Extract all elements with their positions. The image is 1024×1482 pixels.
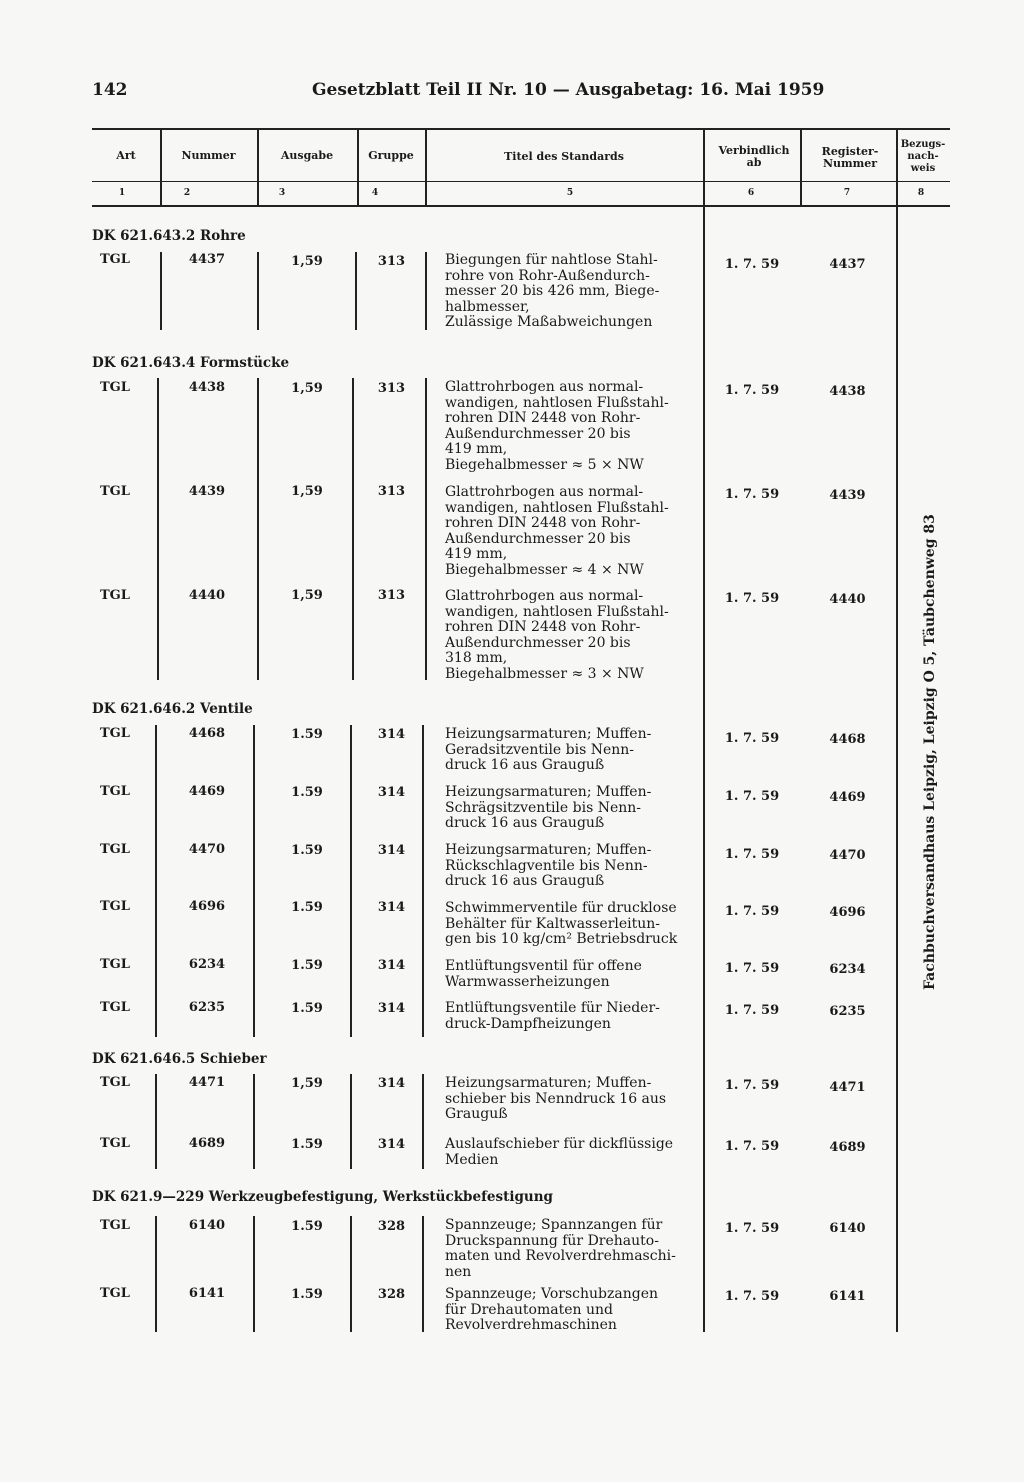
cell-nummer: 6234 <box>188 957 226 972</box>
running-title: Gesetzblatt Teil II Nr. 10 — Ausgabetag: 16. Mai 1959 <box>312 80 825 100</box>
bezugsnachweis-note: Fachbuchversandhaus Leipzig, Leipzig O 5, Täubchenweg 83 <box>922 514 938 990</box>
col-num: 6 <box>747 188 755 198</box>
cell-register: 4696 <box>829 905 866 920</box>
cell-art: TGL <box>100 588 130 603</box>
col-head-nummer: Nummer <box>181 149 236 162</box>
section-heading: DK 621.643.4 Formstücke <box>92 355 290 371</box>
cell-gruppe: 314 <box>377 785 406 800</box>
row-sep <box>253 1216 255 1332</box>
col-head-bezugsnachweis: Bezugs- nach- weis <box>900 139 946 174</box>
cell-register: 4470 <box>829 848 866 863</box>
cell-ausgabe: 1,59 <box>291 254 323 269</box>
cell-verbindlich: 1. 7. 59 <box>724 383 780 398</box>
cell-art: TGL <box>100 1136 130 1151</box>
cell-verbindlich: 1. 7. 59 <box>724 1221 780 1236</box>
cell-ausgabe: 1,59 <box>291 484 323 499</box>
cell-verbindlich: 1. 7. 59 <box>724 257 780 272</box>
cell-verbindlich: 1. 7. 59 <box>724 789 780 804</box>
cell-art: TGL <box>100 842 130 857</box>
cell-titel: Heizungsarmaturen; Muffen- Geradsitzventile bis Nenn- druck 16 aus Grauguß <box>445 726 652 773</box>
cell-verbindlich: 1. 7. 59 <box>724 1003 780 1018</box>
row-sep <box>422 725 424 1037</box>
cell-titel: Spannzeuge; Spannzangen für Druckspannung für Drehauto- maten und Revolverdrehmaschi- nen <box>445 1217 676 1280</box>
cell-gruppe: 313 <box>377 588 406 603</box>
cell-verbindlich: 1. 7. 59 <box>724 487 780 502</box>
col-sep <box>703 129 705 206</box>
table-top-rule <box>92 128 950 130</box>
cell-register: 4437 <box>829 257 866 272</box>
header-bottom-rule <box>92 205 950 207</box>
cell-register: 6234 <box>829 962 866 977</box>
row-sep <box>157 378 159 680</box>
cell-art: TGL <box>100 380 130 395</box>
row-sep <box>257 252 259 330</box>
cell-titel: Entlüftungsventil für offene Warmwasserheizungen <box>445 958 642 990</box>
cell-titel: Heizungsarmaturen; Muffen- Schrägsitzventile bis Nenn- druck 16 aus Grauguß <box>445 784 652 831</box>
col-num: 8 <box>917 188 925 198</box>
cell-gruppe: 314 <box>377 1001 406 1016</box>
cell-ausgabe: 1,59 <box>291 381 323 396</box>
cell-titel: Auslaufschieber für dickflüssige Medien <box>445 1136 674 1168</box>
section-heading: DK 621.646.5 Schieber <box>92 1051 267 1067</box>
cell-register: 4689 <box>829 1140 866 1155</box>
cell-ausgabe: 1.59 <box>291 1219 323 1234</box>
col-sep <box>357 129 359 206</box>
cell-ausgabe: 1,59 <box>291 1076 323 1091</box>
cell-register: 4439 <box>829 488 866 503</box>
cell-verbindlich: 1. 7. 59 <box>724 1078 780 1093</box>
cell-ausgabe: 1.59 <box>291 785 323 800</box>
cell-verbindlich: 1. 7. 59 <box>724 591 780 606</box>
cell-register: 6235 <box>829 1004 866 1019</box>
cell-nummer: 4437 <box>188 252 226 267</box>
cell-register: 4438 <box>829 384 866 399</box>
col-num: 3 <box>278 188 286 198</box>
row-sep <box>155 725 157 1037</box>
cell-ausgabe: 1.59 <box>291 958 323 973</box>
cell-nummer: 4438 <box>188 380 226 395</box>
cell-gruppe: 314 <box>377 1076 406 1091</box>
col-sep <box>425 129 427 206</box>
col-head-register: Register- Nummer <box>821 145 879 170</box>
cell-verbindlich: 1. 7. 59 <box>724 961 780 976</box>
cell-register: 6140 <box>829 1221 866 1236</box>
col-num: 5 <box>566 188 574 198</box>
cell-ausgabe: 1.59 <box>291 1001 323 1016</box>
cell-gruppe: 314 <box>377 1137 406 1152</box>
cell-ausgabe: 1.59 <box>291 900 323 915</box>
cell-verbindlich: 1. 7. 59 <box>724 731 780 746</box>
col-head-titel: Titel des Standards <box>504 150 624 163</box>
cell-register: 6141 <box>829 1289 866 1304</box>
col-sep-body <box>703 207 705 1332</box>
row-sep <box>155 1216 157 1332</box>
cell-art: TGL <box>100 899 130 914</box>
header-divider <box>92 181 950 182</box>
col-sep-body <box>896 207 898 1332</box>
cell-titel: Glattrohrbogen aus normal- wandigen, nahtlosen Flußstahl- rohren DIN 2448 von Rohr- Außendurchmesser 20 bis 419 mm, Biegehalbmesser ≈ 5 × NW <box>445 379 669 473</box>
row-sep <box>253 725 255 1037</box>
cell-verbindlich: 1. 7. 59 <box>724 904 780 919</box>
cell-titel: Biegungen für nahtlose Stahl- rohre von Rohr-Außendurch- messer 20 bis 426 mm, Biege- halbmesser, Zulässige Maßabweichungen <box>445 252 660 330</box>
cell-gruppe: 328 <box>377 1219 406 1234</box>
cell-gruppe: 313 <box>377 254 406 269</box>
row-sep <box>257 378 259 680</box>
cell-nummer: 4469 <box>188 784 226 799</box>
col-num: 4 <box>371 188 379 198</box>
cell-titel: Schwimmerventile für drucklose Behälter für Kaltwasserleitun- gen bis 10 kg/cm² Betriebsdruck <box>445 900 678 947</box>
row-sep <box>355 252 357 330</box>
section-heading: DK 621.9—229 Werkzeugbefestigung, Werkstückbefestigung <box>92 1189 553 1205</box>
col-num: 2 <box>183 188 191 198</box>
row-sep <box>253 1074 255 1169</box>
cell-register: 4469 <box>829 790 866 805</box>
row-sep <box>425 378 427 680</box>
cell-nummer: 4471 <box>188 1075 226 1090</box>
cell-titel: Entlüftungsventile für Nieder- druck-Dampfheizungen <box>445 1000 660 1032</box>
cell-nummer: 4470 <box>188 842 226 857</box>
col-head-verbindlich: Verbindlich ab <box>718 144 790 169</box>
cell-gruppe: 314 <box>377 727 406 742</box>
cell-art: TGL <box>100 784 130 799</box>
row-sep <box>350 725 352 1037</box>
section-heading: DK 621.643.2 Rohre <box>92 228 246 244</box>
cell-art: TGL <box>100 957 130 972</box>
row-sep <box>422 1074 424 1169</box>
cell-gruppe: 314 <box>377 900 406 915</box>
cell-gruppe: 313 <box>377 381 406 396</box>
cell-nummer: 4439 <box>188 484 226 499</box>
cell-nummer: 4440 <box>188 588 226 603</box>
cell-ausgabe: 1.59 <box>291 1137 323 1152</box>
cell-nummer: 4468 <box>188 726 226 741</box>
col-sep <box>160 129 162 206</box>
cell-gruppe: 313 <box>377 484 406 499</box>
row-sep <box>425 252 427 330</box>
cell-nummer: 6141 <box>188 1286 226 1301</box>
cell-titel: Heizungsarmaturen; Muffen- Rückschlagventile bis Nenn- druck 16 aus Grauguß <box>445 842 652 889</box>
cell-verbindlich: 1. 7. 59 <box>724 1139 780 1154</box>
cell-titel: Glattrohrbogen aus normal- wandigen, nahtlosen Flußstahl- rohren DIN 2448 von Rohr- Außendurchmesser 20 bis 318 mm, Biegehalbmesser ≈ 3 × NW <box>445 588 669 682</box>
cell-art: TGL <box>100 1075 130 1090</box>
cell-register: 4440 <box>829 592 866 607</box>
row-sep <box>155 1074 157 1169</box>
cell-titel: Heizungsarmaturen; Muffen- schieber bis Nenndruck 16 aus Grauguß <box>445 1075 667 1122</box>
row-sep <box>352 378 354 680</box>
col-sep <box>257 129 259 206</box>
col-num: 7 <box>843 188 851 198</box>
col-num: 1 <box>118 188 126 198</box>
col-head-art: Art <box>116 149 136 162</box>
cell-verbindlich: 1. 7. 59 <box>724 847 780 862</box>
cell-art: TGL <box>100 1000 130 1015</box>
cell-ausgabe: 1.59 <box>291 1287 323 1302</box>
cell-ausgabe: 1,59 <box>291 588 323 603</box>
cell-nummer: 4696 <box>188 899 226 914</box>
cell-register: 4468 <box>829 732 866 747</box>
col-head-gruppe: Gruppe <box>368 149 414 162</box>
cell-art: TGL <box>100 252 130 267</box>
cell-nummer: 6235 <box>188 1000 226 1015</box>
cell-art: TGL <box>100 1286 130 1301</box>
row-sep <box>350 1216 352 1332</box>
page-number: 142 <box>92 80 128 100</box>
row-sep <box>160 252 162 330</box>
cell-register: 4471 <box>829 1080 866 1095</box>
cell-art: TGL <box>100 484 130 499</box>
cell-nummer: 4689 <box>188 1136 226 1151</box>
cell-ausgabe: 1.59 <box>291 843 323 858</box>
cell-titel: Spannzeuge; Vorschubzangen für Drehautomaten und Revolverdrehmaschinen <box>445 1286 658 1333</box>
cell-ausgabe: 1.59 <box>291 727 323 742</box>
cell-nummer: 6140 <box>188 1218 226 1233</box>
cell-verbindlich: 1. 7. 59 <box>724 1289 780 1304</box>
row-sep <box>422 1216 424 1332</box>
row-sep <box>350 1074 352 1169</box>
cell-gruppe: 328 <box>377 1287 406 1302</box>
cell-art: TGL <box>100 726 130 741</box>
cell-titel: Glattrohrbogen aus normal- wandigen, nahtlosen Flußstahl- rohren DIN 2448 von Rohr- Außendurchmesser 20 bis 419 mm, Biegehalbmesser ≈ 4 × NW <box>445 484 669 578</box>
col-sep <box>800 129 802 206</box>
cell-gruppe: 314 <box>377 958 406 973</box>
section-heading: DK 621.646.2 Ventile <box>92 701 253 717</box>
cell-gruppe: 314 <box>377 843 406 858</box>
col-head-ausgabe: Ausgabe <box>280 149 334 162</box>
cell-art: TGL <box>100 1218 130 1233</box>
